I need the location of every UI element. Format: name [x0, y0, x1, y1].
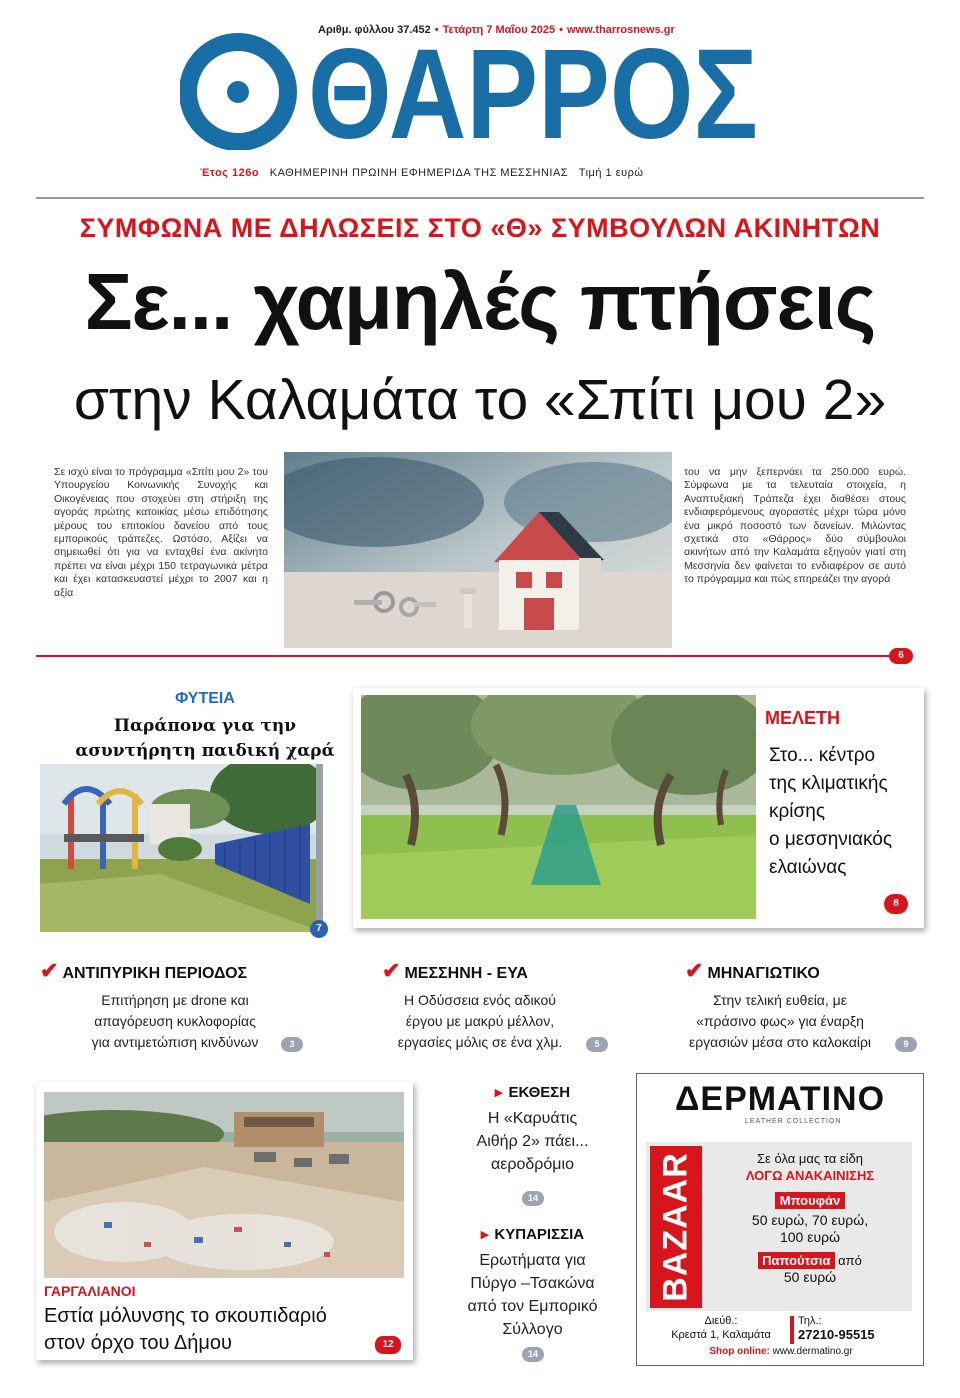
olive-title-line: της κλιματικής [769, 773, 888, 794]
ad-prices-jackets-2: 100 ευρώ [779, 1229, 841, 1245]
brief-line: απαγόρευση κυκλοφορίας [94, 1013, 256, 1029]
sidebar-exhibition[interactable] [440, 1083, 625, 1176]
playground-page-ref[interactable]: 7 [310, 920, 328, 938]
masthead-logo [180, 30, 760, 150]
ad-brand: ΔΕΡΜΑΤΙΝΟ [674, 1080, 886, 1118]
playground-label: ΦΥΤΕΙΑ [175, 690, 235, 707]
olive-label: ΜΕΛΕΤΗ [765, 708, 841, 728]
sidebar-line: Η «Καρυάτις [487, 1110, 578, 1127]
issue-date: Τετάρτη 7 Μαΐου 2025 [442, 24, 556, 36]
brief-line: εργασίες μόλις σε ένα χλμ. [397, 1034, 563, 1050]
olive-title-line: ο μεσσηνιακός [769, 829, 892, 850]
garbage-dump-photo [44, 1092, 404, 1278]
brief-line: Επιτήρηση με drone και [101, 992, 249, 1008]
brief-fire-body [40, 990, 310, 1053]
sidebar-kyparissia[interactable] [440, 1225, 625, 1341]
gargalianoi-title[interactable] [44, 1303, 327, 1357]
ad-address-label: Διεύθ.: [704, 1315, 738, 1327]
ad-phone: 27210-95515 [798, 1327, 875, 1342]
ad-bazaar-band [650, 1146, 702, 1308]
sidebar-exhibition-body [440, 1107, 625, 1176]
sidebar-kyparissia-page-ref[interactable]: 14 [522, 1347, 544, 1362]
tagline: ΚΑΘΗΜΕΡΙΝΗ ΠΡΩΙΝΗ ΕΦΗΜΕΡΙΔΑ ΤΗΣ ΜΕΣΣΗΝΙΑΣ [269, 167, 569, 179]
ad-address: Κρεστά 1, Καλαμάτα [671, 1329, 771, 1341]
brief-minagiotiko-page-ref[interactable]: 9 [895, 1037, 917, 1052]
gargalianoi-label: ΓΑΡΓΑΛΙΑΝΟΙ [44, 1283, 136, 1299]
brief-fire-head [40, 958, 310, 984]
check-icon: ✔ [685, 958, 704, 983]
lead-subheadline[interactable]: στην Καλαμάτα το «Σπίτι μου 2» [73, 368, 887, 432]
brief-line: Η Οδύσσεια ενός αδικού [404, 992, 556, 1008]
gargalianoi-title-line1: Εστία μόλυνσης το σκουπιδαριό [44, 1305, 327, 1327]
lead-text-left: Σε ισχύ είναι το πρόγραμμα «Σπίτι μου 2» του Υπουργείου Κοινωνικής Συνοχής και Οικογένειας που στοχεύει στη στήριξη της αγοράς πρώτης κατοικίας μέσω επιδότησης μέρους του επιτοκίου δανείου από τους εμπορικούς τράπεζες. Ωστόσο, Αξίζει να σημειωθεί ότι για να ενταχθεί ένα ακίνητο πρέπει να είναι μέχρι 150 τετραγωνικά μέτρα και έχει κατασκευαστεί μέχρι το 2007 και η αξία [54, 466, 268, 599]
brief-messini-body [360, 990, 600, 1053]
sidebar-line: Αιθήρ 2» πάει... [476, 1133, 589, 1150]
year-label: Έτος 126ο [200, 167, 260, 179]
ad-shop-url: www.dermatino.gr [772, 1346, 853, 1357]
ad-prices-jackets: 50 ευρώ, 70 ευρώ, [751, 1212, 869, 1228]
sidebar-line: αεροδρόμιο [491, 1156, 574, 1173]
subheader-line [200, 167, 644, 179]
brief-fire-page-ref[interactable]: 3 [281, 1037, 303, 1052]
ad-prices-shoes: 50 ευρώ [783, 1269, 837, 1285]
sidebar-exhibition-head [440, 1083, 625, 1101]
ad-shop-label: Shop online: [709, 1346, 770, 1357]
ad-line1: Σε όλα μας τα είδη [757, 1151, 863, 1166]
sidebar-kyparissia-title: ΚΥΠΑΡΙΣΣΙΑ [494, 1226, 585, 1243]
olive-title[interactable] [769, 742, 892, 882]
brief-line: Στην τελική ευθεία, με [713, 992, 847, 1008]
ad-divider [790, 1316, 794, 1344]
sidebar-line: Σύλλογο [502, 1321, 563, 1338]
lead-page-ref[interactable]: 6 [889, 648, 913, 664]
ad-tag-shoes: Παπούτσια [758, 1252, 834, 1269]
olive-title-line: κρίσης [769, 801, 825, 822]
brief-minagiotiko-head [655, 958, 905, 984]
brief-minagiotiko-title: ΜΗΝΑΓΙΩΤΙΚΟ [707, 965, 820, 982]
brief-minagiotiko[interactable] [655, 958, 905, 1053]
playground-title-line1: Παράπονα για την [113, 716, 297, 736]
brief-fire-season[interactable] [40, 958, 310, 1053]
logo-text: ΘΑΡΡΟΣ [308, 30, 758, 150]
ad-tag-jackets: Μπουφάν [775, 1192, 845, 1209]
olive-grove-photo [361, 695, 756, 919]
brief-line: έργου με μακρύ μέλλον, [405, 1013, 555, 1029]
brief-fire-title: ΑΝΤΙΠΥΡΙΚΗ ΠΕΡΙΟΔΟΣ [62, 965, 248, 982]
sidebar-exhibition-page-ref[interactable]: 14 [522, 1191, 544, 1206]
lead-kicker: ΣΥΜΦΩΝΑ ΜΕ ΔΗΛΩΣΕΙΣ ΣΤΟ «Θ» ΣΥΜΒΟΥΛΩΝ ΑΚΙΝΗΤΩΝ [79, 213, 881, 243]
price: Τιμή 1 ευρώ [578, 167, 644, 179]
arrow-right-icon: ▸ [494, 1084, 503, 1101]
brief-line: «πράσινο φως» για έναρξη [696, 1013, 864, 1029]
olive-title-line: Στο... κέντρο [769, 745, 876, 766]
brief-messini-page-ref[interactable]: 5 [586, 1037, 608, 1052]
playground-photo [40, 764, 323, 932]
ad-brand-sub: LEATHER COLLECTION [745, 1118, 842, 1125]
ad-phone-block [798, 1314, 908, 1342]
arrow-right-icon: ▸ [480, 1226, 489, 1243]
brief-line: για αντιμετώπιση κινδύνων [91, 1034, 259, 1050]
sidebar-line: από τον Εμπορικό [467, 1298, 598, 1315]
brief-messini-title: ΜΕΣΣΗΝΗ - ΕΥΑ [404, 965, 528, 982]
sidebar-line: Πύργο –Τσακώνα [470, 1275, 595, 1292]
check-icon: ✔ [40, 958, 59, 983]
lead-headline[interactable]: Σε... χαμηλές πτήσεις [84, 257, 876, 346]
lead-text-right: του να μην ξεπερνάει τα 250.000 ευρώ. Σύμφωνα με τα τελευταία στοιχεία, η Αναπτυξιακή Τράπεζα έχει διαθέσει στους ενδιαφερόμενους αγοραστές μέχρι τώρα μόνο ένα μικρό ποσοστό των δανείων. Μιλώντας σχετικά στο «Θάρρος» δύο σύμβουλοι ακινήτων από την Καλαμάτα εξηγούν γιατί στη Μεσσηνία δεν φαίνεται το ενδιαφέρον σε αυτό το πρόγραμμα και πώς επηρεάζει την αγορά [684, 466, 906, 586]
ad-copy [710, 1150, 910, 1286]
olive-title-line: ελαιώνας [769, 857, 847, 878]
header-divider [36, 197, 924, 199]
playground-title-line2: ασυντήρητη παιδική χαρά [75, 741, 335, 761]
issue-info: Αριθμ. φύλλου 37.452 • Τετάρτη 7 Μαΐου 2025 • www.tharrosnews.gr [318, 24, 675, 36]
ad-bazaar-text: BAZAAR [656, 1152, 695, 1302]
website-link[interactable]: www.tharrosnews.gr [567, 24, 675, 36]
olive-page-ref[interactable]: 8 [884, 894, 908, 914]
sidebar-kyparissia-head [440, 1225, 625, 1243]
ad-address-block [658, 1314, 784, 1342]
gargalianoi-page-ref[interactable]: 12 [375, 1336, 401, 1354]
check-icon: ✔ [382, 958, 401, 983]
house-keys-photo [284, 452, 672, 648]
sidebar-kyparissia-body [440, 1249, 625, 1341]
sidebar-exhibition-title: ΕΚΘΕΣΗ [508, 1084, 571, 1101]
issue-number: Αριθμ. φύλλου 37.452 [318, 24, 431, 36]
sidebar-line: Ερωτήματα για [479, 1252, 586, 1269]
gargalianoi-title-line2: στον όρχο του Δήμου [44, 1332, 232, 1354]
ad-line2: ΛΟΓΩ ΑΝΑΚΑΙΝΙΣΗΣ [745, 1168, 875, 1183]
lead-divider [36, 655, 890, 657]
brief-line: εργασιών μέσα στο καλοκαίρι [688, 1034, 872, 1050]
ad-shop-online[interactable] [650, 1346, 912, 1357]
ad-tag-shoes-suffix: από [838, 1253, 862, 1268]
playground-title[interactable] [40, 714, 370, 764]
brief-messini-eya[interactable] [360, 958, 600, 1053]
brief-messini-head [360, 958, 600, 984]
ad-phone-label: Τηλ.: [798, 1315, 822, 1327]
brief-minagiotiko-body [655, 990, 905, 1053]
